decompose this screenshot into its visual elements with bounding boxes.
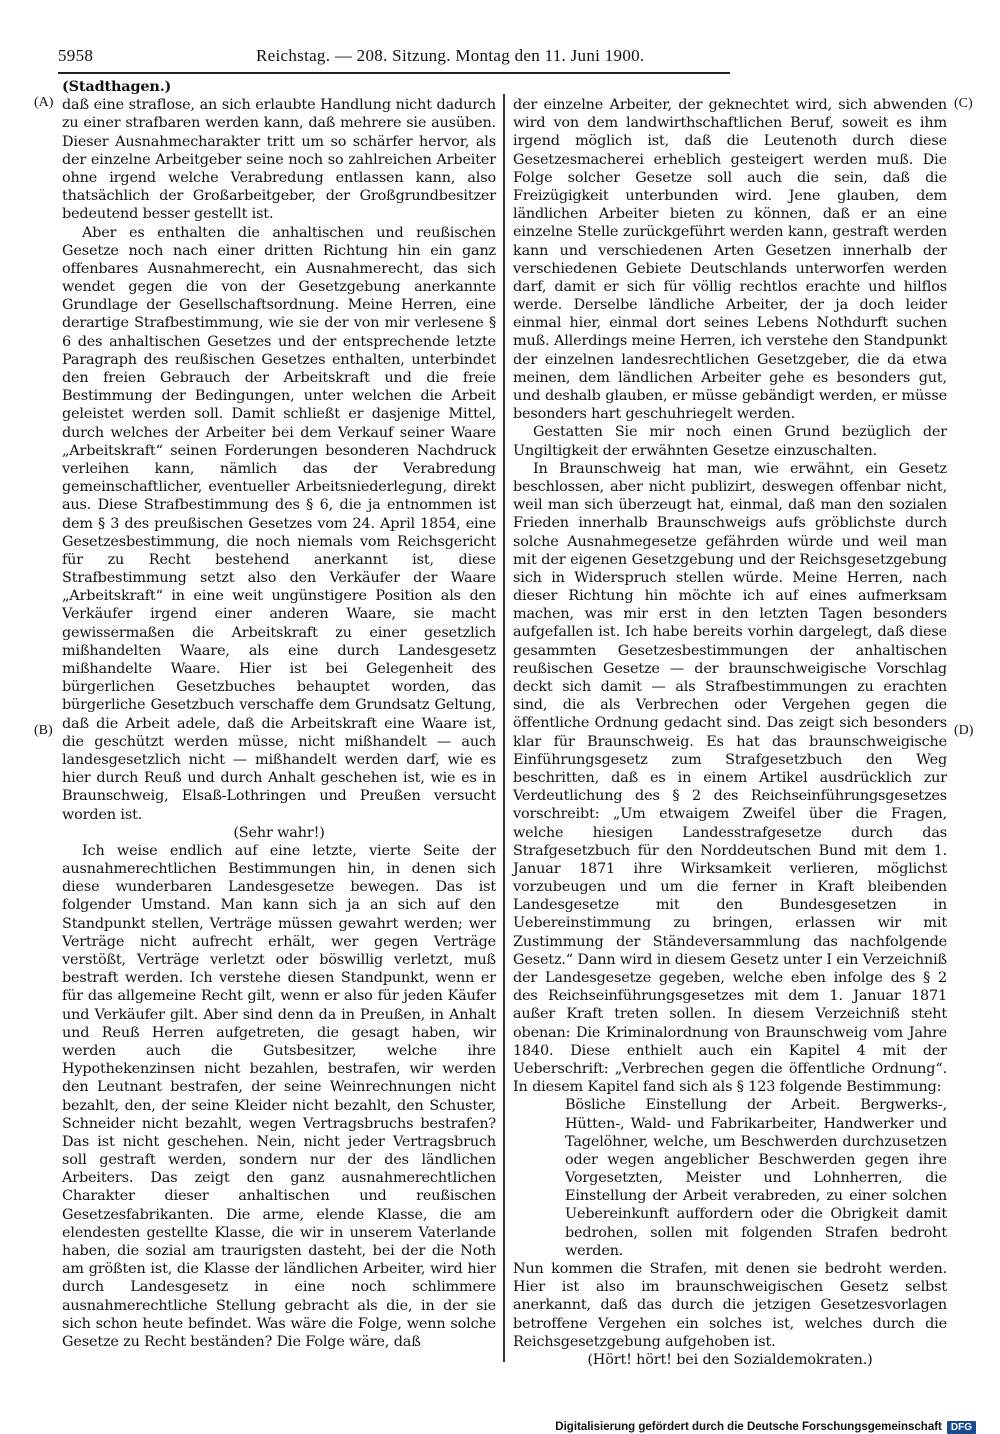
left-column xyxy=(62,78,496,1351)
page-header xyxy=(58,44,730,74)
margin-marker-c: (C) xyxy=(954,96,973,111)
paragraph: der einzelne Arbeiter, der geknechtet wird, sich abwenden wird von dem landwirthschaftlichen Beruf, soweit es ihm irgend möglich ist, daß die Leutenoth durch diese Gesetzesmacherei erheblich gesteigert werden muß. Die Folge solcher Gesetze soll auch die sein, daß die Freizügigkeit unterbunden wird. Jene glauben, dem ländlichen Arbeiter bieten zu können, daß er an eine einzelne Stelle zurückgeführt werden kann, gestraft werden kann und verschiedenen Arten Gesetzen innerhalb der verschiedenen Gebiete Deutschlands unterworfen werden darf, damit er sich für völlig rechtlos erachte und hilflos werde. Derselbe ländliche Arbeiter, der ja doch leider einmal hier, einmal dort seines Lebens Nothdurft suchen muß. Allerdings meine Herren, ich verstehe den Standpunkt der einzelnen landesrechtlichen Gesetzgeber, die da etwa meinen, dem ländlichen Arbeiter gehe es besonders gut, und deshalb glauben, er müsse gebändigt werden, er müsse besonders hart geschuhriegelt werden. xyxy=(513,97,947,423)
dfg-logo: DFG xyxy=(947,1421,976,1434)
interjection: (Sehr wahr!) xyxy=(233,824,325,841)
margin-marker-a: (A) xyxy=(34,95,54,110)
paragraph: daß eine straflose, an sich erlaubte Handlung nicht dadurch zu einer strafbaren werden kann, daß mehrere sie ausüben. Dieser Ausnahmecharakter tritt um so schärfer hervor, als der einzelne Arbeitgeber seine noch so zahlreichen Arbeiter ohne irgend welche Verabredung entlassen kann, also thatsächlich der Großarbeitgeber, der Großgrundbesitzer bedeutend besser gestellt ist. xyxy=(62,97,496,223)
speaker-label: (Stadthagen.) xyxy=(62,78,172,95)
paragraph: Gestatten Sie mir noch einen Grund bezüglich der Ungiltigkeit der erwähnten Gesetze einzuschalten. xyxy=(513,424,947,459)
block-quote: Bösliche Einstellung der Arbeit. Bergwerks-, Hütten-, Wald- und Fabrikarbeiter, Handwerker und Tagelöhner, welche, um Beschwerden durchzusetzen oder wegen angeblicher Beschwerden gegen ihre Vorgesetzten, Meister und Lohnherren, die Einstellung der Arbeit verabreden, zu einer solchen Uebereinkunft auffordern oder die Obrigkeit damit bedrohen, sollen mit folgenden Strafen bedroht werden. xyxy=(565,1097,947,1259)
running-title: Reichstag. — 208. Sitzung. Montag den 11. Juni 1900. xyxy=(256,46,645,65)
paragraph: In Braunschweig hat man, wie erwähnt, ein Gesetz beschlossen, aber nicht publizirt, deswegen offenbar nicht, weil man sich überzeugt hat, einmal, daß man den sozialen Frieden innerhalb Braunschweigs aufs gröblichste durch solche Ausnahmegesetze gefährden würde und weil man mit der eigenen Gesetzgebung und der Reichsgesetzgebung sich in Widerspruch stellen würde. Meine Herren, nach dieser Richtung hin möchte ich auf eines aufmerksam machen, was mir erst in den letzten Tagen besonders aufgefallen ist. Ich habe bereits vorhin dargelegt, daß diese gesammten Gesetzesbestimmungen der anhaltischen reußischen Gesetze — der braunschweigische Vorschlag deckt sich damit — als Strafbestimmungen zu erachten sind, die als Verbrechen oder Vergehen gegen die öffentliche Ordnung gedacht sind. Das zeigt sich besonders klar für Braunschweig. Es hat das braunschweigische Einführungsgesetz zum Strafgesetzbuch den Weg beschritten, daß es in einem Artikel ausdrücklich zur Verdeutlichung des § 2 des Reichseinführungsgesetzes vorschreibt: „Um etwaigem Zweifel über die Fragen, welche hiesigen Landesstrafgesetze durch das Strafgesetzbuch für den Norddeutschen Bund mit dem 1. Januar 1871 ihre Wirksamkeit verlieren, möglichst vorzubeugen und um die ferner in Kraft bleibenden Landesgesetze mit den Bundesgesetzen in Uebereinstimmung zu bringen, erlassen wir mit Zustimmung der Ständeversammlung das nachfolgende Gesetz.“ Dann wird in diesem Gesetz unter I ein Verzeichniß der Landesgesetze gegeben, welche eben infolge des § 2 des Reichseinführungsgesetzes mit dem 1. Januar 1871 außer Kraft treten sollen. In diesem Verzeichniß steht obenan: Die Kriminalordnung von Braunschweig vom Jahre 1840. Diese enthielt auch ein Kapitel 4 mit der Ueberschrift: „Verbrechen gegen die öffentliche Ordnung“. In diesem Kapitel fand sich als § 123 folgende Bestimmung: xyxy=(513,460,947,1096)
margin-marker-d: (D) xyxy=(954,723,974,738)
column-divider xyxy=(503,94,505,1362)
paragraph: Ich weise endlich auf eine letzte, vierte Seite der ausnahmerechtlichen Bestimmungen hin, in denen sich diese wunderbaren Landesgesetze bewegen. Das ist folgender Umstand. Man kann sich ja an sich auf den Standpunkt stellen, Verträge müssen gewahrt werden; wer Verträge nicht aufrecht erhält, wer gegen Verträge verstößt, Verträge verletzt oder böswillig verletzt, muß bestraft werden. Ich verstehe diesen Standpunkt, wenn er für das allgemeine Recht gilt, wenn er also für jeden Käufer und Verkäufer gilt. Aber sind denn da in Preußen, in Anhalt und Reuß Herren aufgetreten, die gesagt haben, wir werden auch die Gutsbesitzer, welche ihre Hypothekenzinsen nicht bezahlen, bestrafen, wir werden den Leutnant bestrafen, der seine Weinrechnungen nicht bezahlt, den, der seine Kleider nicht bezahlt, den Schuster, Schneider nicht bezahlt, wegen Vertragsbruchs bestrafen? Das ist nicht geschehen. Nein, nicht jeder Vertragsbruch soll gestraft werden, sondern nur der des ländlichen Arbeiters. Das zeigt den ganz ausnahmerechtlichen Charakter dieser anhaltischen und reußischen Gesetzesfabrikanten. Die arme, elende Klasse, die am elendesten gestellte Klasse, die wir in unserem Vaterlande haben, die sozial am traurigsten dasteht, bei der die Noth am größten ist, die Klasse der ländlichen Arbeiter, wird hier durch Landesgesetz in eine noch schlimmere ausnahmerechtliche Stellung gebracht als die, in der sie sich schon heute befindet. Was wäre die Folge, wenn solche Gesetze zu Recht beständen? Die Folge wäre, daß xyxy=(62,842,496,1350)
page-number: 5958 xyxy=(58,46,94,65)
margin-marker-b: (B) xyxy=(34,723,53,738)
paragraph: Aber es enthalten die anhaltischen und reußischen Gesetze noch nach einer dritten Richtung hin ein ganz offenbares Ausnahmerecht, ein Ausnahmerecht, das sich wendet gegen die von der Gesetzgebung anerkannte Grundlage der Gesellschaftsordnung. Meine Herren, eine derartige Strafbestimmung, wie sie der von mir verlesene § 6 des anhaltischen Gesetzes und der entsprechende letzte Paragraph des reußischen Gesetzes enthalten, unterbindet den freien Gebrauch der Arbeitskraft und die freie Bestimmung der Bedingungen, unter welchen die Arbeit geleistet werden soll. Damit schließt er dasjenige Mittel, durch welches der Arbeiter bei dem Verkauf seiner Waare „Arbeitskraft“ seinen Forderungen besonderen Nachdruck verleihen kann, nämlich das der Verabredung gemeinschaftlicher, eventueller Arbeitsniederlegung, direkt aus. Diese Strafbestimmung des § 6, die ja entnommen ist dem § 3 des preußischen Gesetzes vom 24. April 1854, eine Gesetzesbestimmung, die noch niemals vom Reichsgericht für zu Recht bestehend anerkannt ist, diese Strafbestimmung setzt also den Verkäufer der Waare „Arbeitskraft“ in eine weit ungünstigere Position als den Verkäufer irgend einer anderen Waare, sie macht gewissermaßen die Arbeitskraft zu einer gesetzlich mißhandelten Waare, als eine durch Landesgesetz mißhandelte Waare. Hier ist bei Gelegenheit des bürgerlichen Gesetzbuches behauptet worden, das bürgerliche Gesetzbuch verschaffe dem Grundsatz Geltung, daß die Arbeit adele, daß die Arbeitskraft eine Waare ist, die geschützt werden müsse, nicht mißhandelt — auch landesgesetzlich nicht — mißhandelt werden darf, wie es hier durch Reuß und durch Anhalt geschehen ist, wie es in Braunschweig, Elsaß-Lothringen und Preußen versucht worden ist. xyxy=(62,224,496,823)
footer-credit: Digitalisierung gefördert durch die Deutsche Forschungsgemeinschaft xyxy=(555,1421,942,1433)
interjection: (Hört! hört! bei den Sozialdemokraten.) xyxy=(587,1351,873,1368)
paragraph: Nun kommen die Strafen, mit denen sie bedroht werden. Hier ist also im braunschweigischen Gesetz selbst anerkannt, daß das durch die jetzigen Gesetzesvorlagen betroffene Vergehen ein solches ist, welches durch die Reichsgesetzgebung aufgehoben ist. xyxy=(513,1261,947,1350)
right-column xyxy=(513,96,947,1369)
digitization-footer xyxy=(555,1420,976,1434)
